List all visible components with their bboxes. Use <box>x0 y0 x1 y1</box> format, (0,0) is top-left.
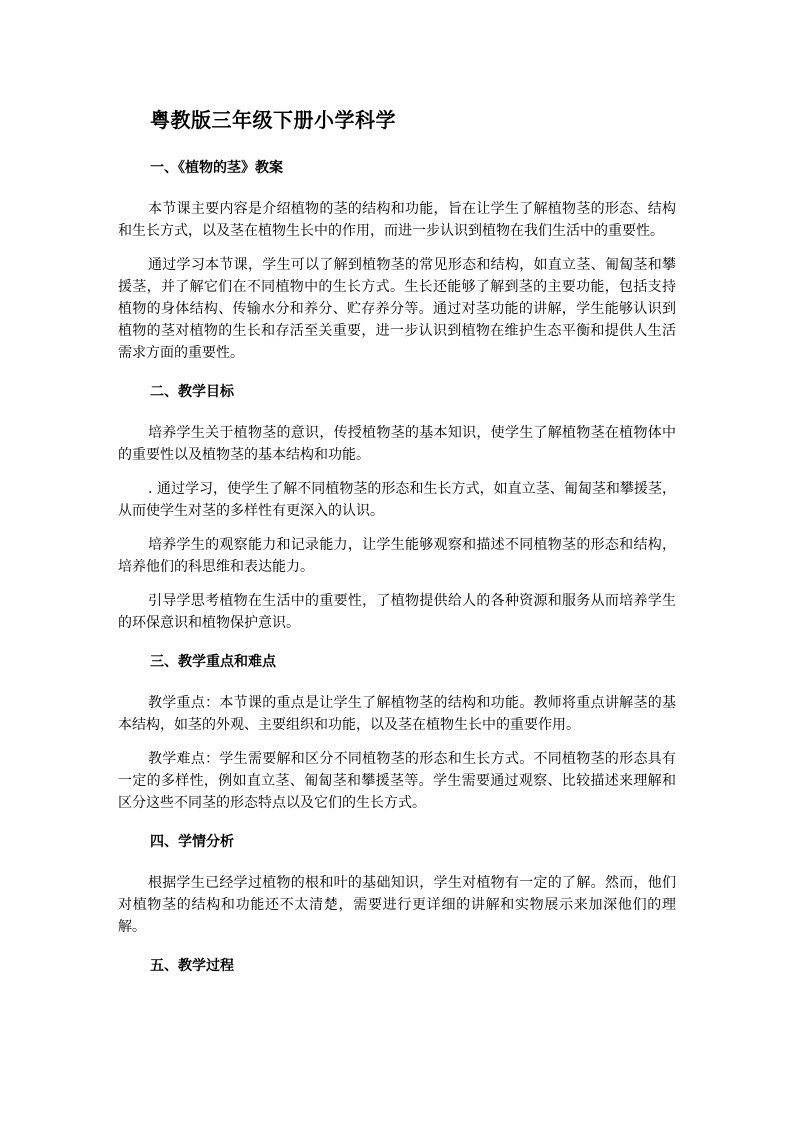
section-heading-objectives: 二、教学目标 <box>150 384 234 400</box>
paragraph: 引导学思考植物在生活中的重要性，了植物提供给人的各种资源和服务从而培养学生的环保意识和植物保护意识。 <box>118 593 676 631</box>
section-heading-key-points: 三、教学重点和难点 <box>150 654 276 670</box>
document-body <box>118 160 676 996</box>
paragraph: 教学重点：本节课的重点是让学生了解植物茎的结构和功能。教师将重点讲解茎的基本结构，如茎的外观、主要组织和功能，以及茎在植物生长中的重要作用。 <box>118 695 676 733</box>
section-heading-learner-analysis: 四、学情分析 <box>150 834 234 850</box>
section-heading-teaching-process: 五、教学过程 <box>150 958 234 974</box>
paragraph: 本节课主要内容是介绍植物的茎的结构和功能，旨在让学生了解植物茎的形态、结构和生长方式，以及茎在植物生长中的作用，而进一步认识到植物在我们生活中的重要性。 <box>118 201 676 239</box>
paragraph: . 通过学习，使学生了解不同植物茎的形态和生长方式，如直立茎、匍匐茎和攀援茎，从而使学生对茎的多样性有更深入的认识。 <box>118 481 676 519</box>
paragraph: 培养学生的观察能力和记录能力，让学生能够观察和描述不同植物茎的形态和结构，培养他们的科思维和表达能力。 <box>118 537 676 575</box>
section-heading-intro: 一、《植物的茎》教案 <box>150 160 283 176</box>
paragraph: 教学难点：学生需要解和区分不同植物茎的形态和生长方式。不同植物茎的形态具有一定的多样性，例如直立茎、匍匐茎和攀援茎等。学生需要通过观察、比较描述来理解和区分这些不同茎的形态特点以及它们的生长方式。 <box>118 751 676 811</box>
paragraph: 根据学生已经学过植物的根和叶的基础知识，学生对植物有一定的了解。然而，他们对植物茎的结构和功能还不太清楚，需要进行更详细的讲解和实物展示来加深他们的理解。 <box>118 875 676 935</box>
paragraph: 通过学习本节课，学生可以了解到植物茎的常见形态和结构，如直立茎、匍匐茎和攀援茎，并了解它们在不同植物中的生长方式。生长还能够了解到茎的主要功能，包括支持植物的身体结构、传输水分和养分、贮存养分等。通过对茎功能的讲解，学生能够认识到植物的茎对植物的生长和存活至关重要，进一步认识到植物在维护生态平衡和提供人生活需求方面的重要性。 <box>118 257 676 361</box>
document-title: 粤教版三年级下册小学科学 <box>150 108 396 132</box>
paragraph: 培养学生关于植物茎的意识，传授植物茎的基本知识，使学生了解植物茎在植物体中的重要性以及植物茎的基本结构和功能。 <box>118 425 676 463</box>
